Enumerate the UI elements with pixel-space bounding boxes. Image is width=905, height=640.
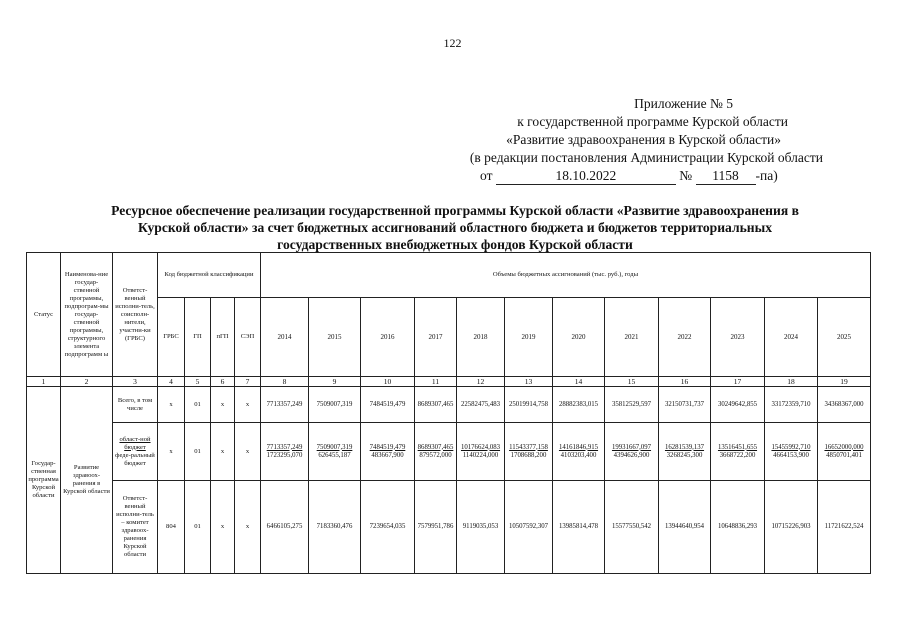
header-line-3: (в редакции постановления Администрации Курской области — [469, 150, 823, 165]
resolution-number: 1158 — [696, 168, 756, 185]
value-cell: 9119035,053 — [457, 481, 505, 574]
pgp-cell: х — [211, 481, 235, 574]
value-cell — [605, 423, 659, 481]
pgp-cell: х — [211, 387, 235, 423]
value-cell — [659, 423, 711, 481]
from-label: от — [480, 168, 493, 183]
executor-regional-budget: област-ной бюджет — [119, 435, 151, 451]
header-sep: СЭП — [235, 298, 261, 377]
regional-value: 7484519,479 — [369, 443, 406, 451]
column-number: 16 — [659, 377, 711, 387]
column-number-row — [27, 377, 871, 387]
header-pgp: пГП — [211, 298, 235, 377]
gp-cell: 01 — [185, 423, 211, 481]
federal-value: 4394626,900 — [613, 451, 650, 459]
regional-value: 11543377,158 — [509, 443, 548, 451]
title-line-1: Ресурсное обеспечение реализации государственной программы Курской области «Развитие здравоохранения в — [111, 203, 799, 218]
federal-value: 4664153,900 — [773, 451, 809, 459]
regional-value: 10176624,083 — [460, 443, 501, 451]
value-cell — [505, 423, 553, 481]
grbs-cell: х — [158, 387, 185, 423]
value-cell: 33172359,710 — [765, 387, 818, 423]
column-number: 17 — [711, 377, 765, 387]
federal-value: 4850701,401 — [826, 451, 862, 459]
value-cell — [261, 423, 309, 481]
sep-cell: х — [235, 387, 261, 423]
column-number: 4 — [158, 377, 185, 387]
header-year: 2022 — [659, 298, 711, 377]
column-number: 14 — [553, 377, 605, 387]
column-number: 15 — [605, 377, 659, 387]
header-year: 2021 — [605, 298, 659, 377]
executor-cell — [113, 423, 158, 481]
header-year: 2017 — [415, 298, 457, 377]
header-year: 2020 — [553, 298, 605, 377]
value-cell — [457, 423, 505, 481]
value-cell: 35812529,597 — [605, 387, 659, 423]
header-year: 2024 — [765, 298, 818, 377]
sep-cell: х — [235, 423, 261, 481]
value-cell: 7579951,786 — [415, 481, 457, 574]
page-number: 122 — [443, 36, 462, 50]
column-number: 6 — [211, 377, 235, 387]
value-cell: 11721622,524 — [818, 481, 871, 574]
value-cell: 7484519,479 — [361, 387, 415, 423]
value-cell — [309, 423, 361, 481]
regional-value: 16652000,000 — [824, 443, 864, 451]
column-number: 12 — [457, 377, 505, 387]
executor-cell: Всего, в том числе — [113, 387, 158, 423]
sep-cell: х — [235, 481, 261, 574]
column-number: 7 — [235, 377, 261, 387]
column-number: 18 — [765, 377, 818, 387]
federal-value: 3268245,300 — [666, 451, 703, 459]
document-title — [40, 202, 870, 253]
gp-cell: 01 — [185, 481, 211, 574]
header-line-2: «Развитие здравоохранения в Курской области» — [506, 132, 781, 147]
regional-value: 15455992,710 — [771, 443, 811, 451]
value-cell: 10507592,307 — [505, 481, 553, 574]
value-cell: 22582475,483 — [457, 387, 505, 423]
grbs-cell: х — [158, 423, 185, 481]
value-cell: 15577550,542 — [605, 481, 659, 574]
value-cell — [553, 423, 605, 481]
value-cell: 7713357,249 — [261, 387, 309, 423]
header-year: 2025 — [818, 298, 871, 377]
header-grbs: ГРБС — [158, 298, 185, 377]
column-number: 3 — [113, 377, 158, 387]
value-cell: 7239654,035 — [361, 481, 415, 574]
regional-value: 16281539,137 — [664, 443, 705, 451]
column-number: 2 — [61, 377, 113, 387]
header-year: 2018 — [457, 298, 505, 377]
table-row — [27, 387, 871, 423]
resolution-date-line — [480, 168, 778, 185]
header-year: 2016 — [361, 298, 415, 377]
header-status: Статус — [27, 253, 61, 377]
pgp-cell: х — [211, 423, 235, 481]
resolution-date: 18.10.2022 — [496, 168, 676, 185]
value-cell: 10715226,903 — [765, 481, 818, 574]
grbs-cell: 804 — [158, 481, 185, 574]
resource-table — [26, 252, 871, 574]
column-number: 1 — [27, 377, 61, 387]
column-number: 9 — [309, 377, 361, 387]
header-budget-code: Код бюджетной классификации — [158, 253, 261, 298]
value-cell — [415, 423, 457, 481]
number-label: № — [679, 168, 693, 183]
executor-cell: Ответст-венный исполни-тель – комитет здравоох-ранения Курской области — [113, 481, 158, 574]
federal-value: 4103203,400 — [560, 451, 597, 459]
value-cell — [765, 423, 818, 481]
federal-value: 3668722,200 — [719, 451, 756, 459]
federal-value: 879572,000 — [419, 451, 452, 459]
value-cell: 32150731,737 — [659, 387, 711, 423]
value-cell — [818, 423, 871, 481]
header-volumes: Объемы бюджетных ассигнований (тыс. руб.), годы — [261, 253, 871, 298]
column-number: 19 — [818, 377, 871, 387]
federal-value: 483667,900 — [371, 451, 404, 459]
regional-value: 19931667,097 — [611, 443, 652, 451]
header-row-1 — [27, 253, 871, 298]
header-year: 2015 — [309, 298, 361, 377]
header-line-1: к государственной программе Курской области — [517, 114, 788, 129]
header-gp: ГП — [185, 298, 211, 377]
title-line-3: государственных внебюджетных фондов Курской области — [277, 237, 633, 252]
federal-value: 626455,187 — [318, 451, 351, 459]
header-executor: Ответст-венный исполни-тель, соисполн-нители, участни-ки (ГРБС) — [113, 253, 158, 377]
regional-value: 14161846,915 — [558, 443, 599, 451]
program-name-cell: Развитие здравоох-ранения в Курской области — [61, 387, 113, 574]
executor-federal-budget: феде-ральный бюджет — [115, 451, 155, 467]
regional-value: 7509007,319 — [316, 443, 353, 451]
value-cell — [711, 423, 765, 481]
regional-value: 7713357,249 — [266, 443, 303, 451]
column-number: 5 — [185, 377, 211, 387]
value-cell: 13985814,478 — [553, 481, 605, 574]
column-number: 13 — [505, 377, 553, 387]
federal-value: 1723295,070 — [266, 451, 303, 459]
gp-cell: 01 — [185, 387, 211, 423]
value-cell: 7183360,476 — [309, 481, 361, 574]
table-row — [27, 423, 871, 481]
title-line-2: Курской области» за счет бюджетных ассигнований областного бюджета и бюджетов территориальных — [137, 220, 773, 235]
value-cell — [361, 423, 415, 481]
value-cell: 8689307,465 — [415, 387, 457, 423]
value-cell: 13944640,954 — [659, 481, 711, 574]
column-number: 11 — [415, 377, 457, 387]
value-cell: 7509007,319 — [309, 387, 361, 423]
value-cell: 30249642,855 — [711, 387, 765, 423]
column-number: 10 — [361, 377, 415, 387]
value-cell: 34368367,000 — [818, 387, 871, 423]
header-year: 2014 — [261, 298, 309, 377]
column-number: 8 — [261, 377, 309, 387]
value-cell: 25019914,758 — [505, 387, 553, 423]
table-row — [27, 481, 871, 574]
value-cell: 6466105,275 — [261, 481, 309, 574]
federal-value: 1708688,200 — [510, 451, 547, 459]
status-cell: Государ-ственная программа Курской области — [27, 387, 61, 574]
header-year: 2019 — [505, 298, 553, 377]
value-cell: 28882383,015 — [553, 387, 605, 423]
value-cell: 10648836,293 — [711, 481, 765, 574]
regional-value: 13516451,655 — [717, 443, 758, 451]
regional-value: 8689307,465 — [417, 443, 454, 451]
header-year: 2023 — [711, 298, 765, 377]
header-name: Наименова-ние государ-ственной программы, подпрограм-мы государ-ственной программы, структурного элемента подпрограмм ы — [61, 253, 113, 377]
appendix-title: Приложение № 5 — [634, 96, 733, 111]
federal-value: 1140224,000 — [462, 451, 499, 459]
number-suffix: -па) — [755, 168, 778, 183]
